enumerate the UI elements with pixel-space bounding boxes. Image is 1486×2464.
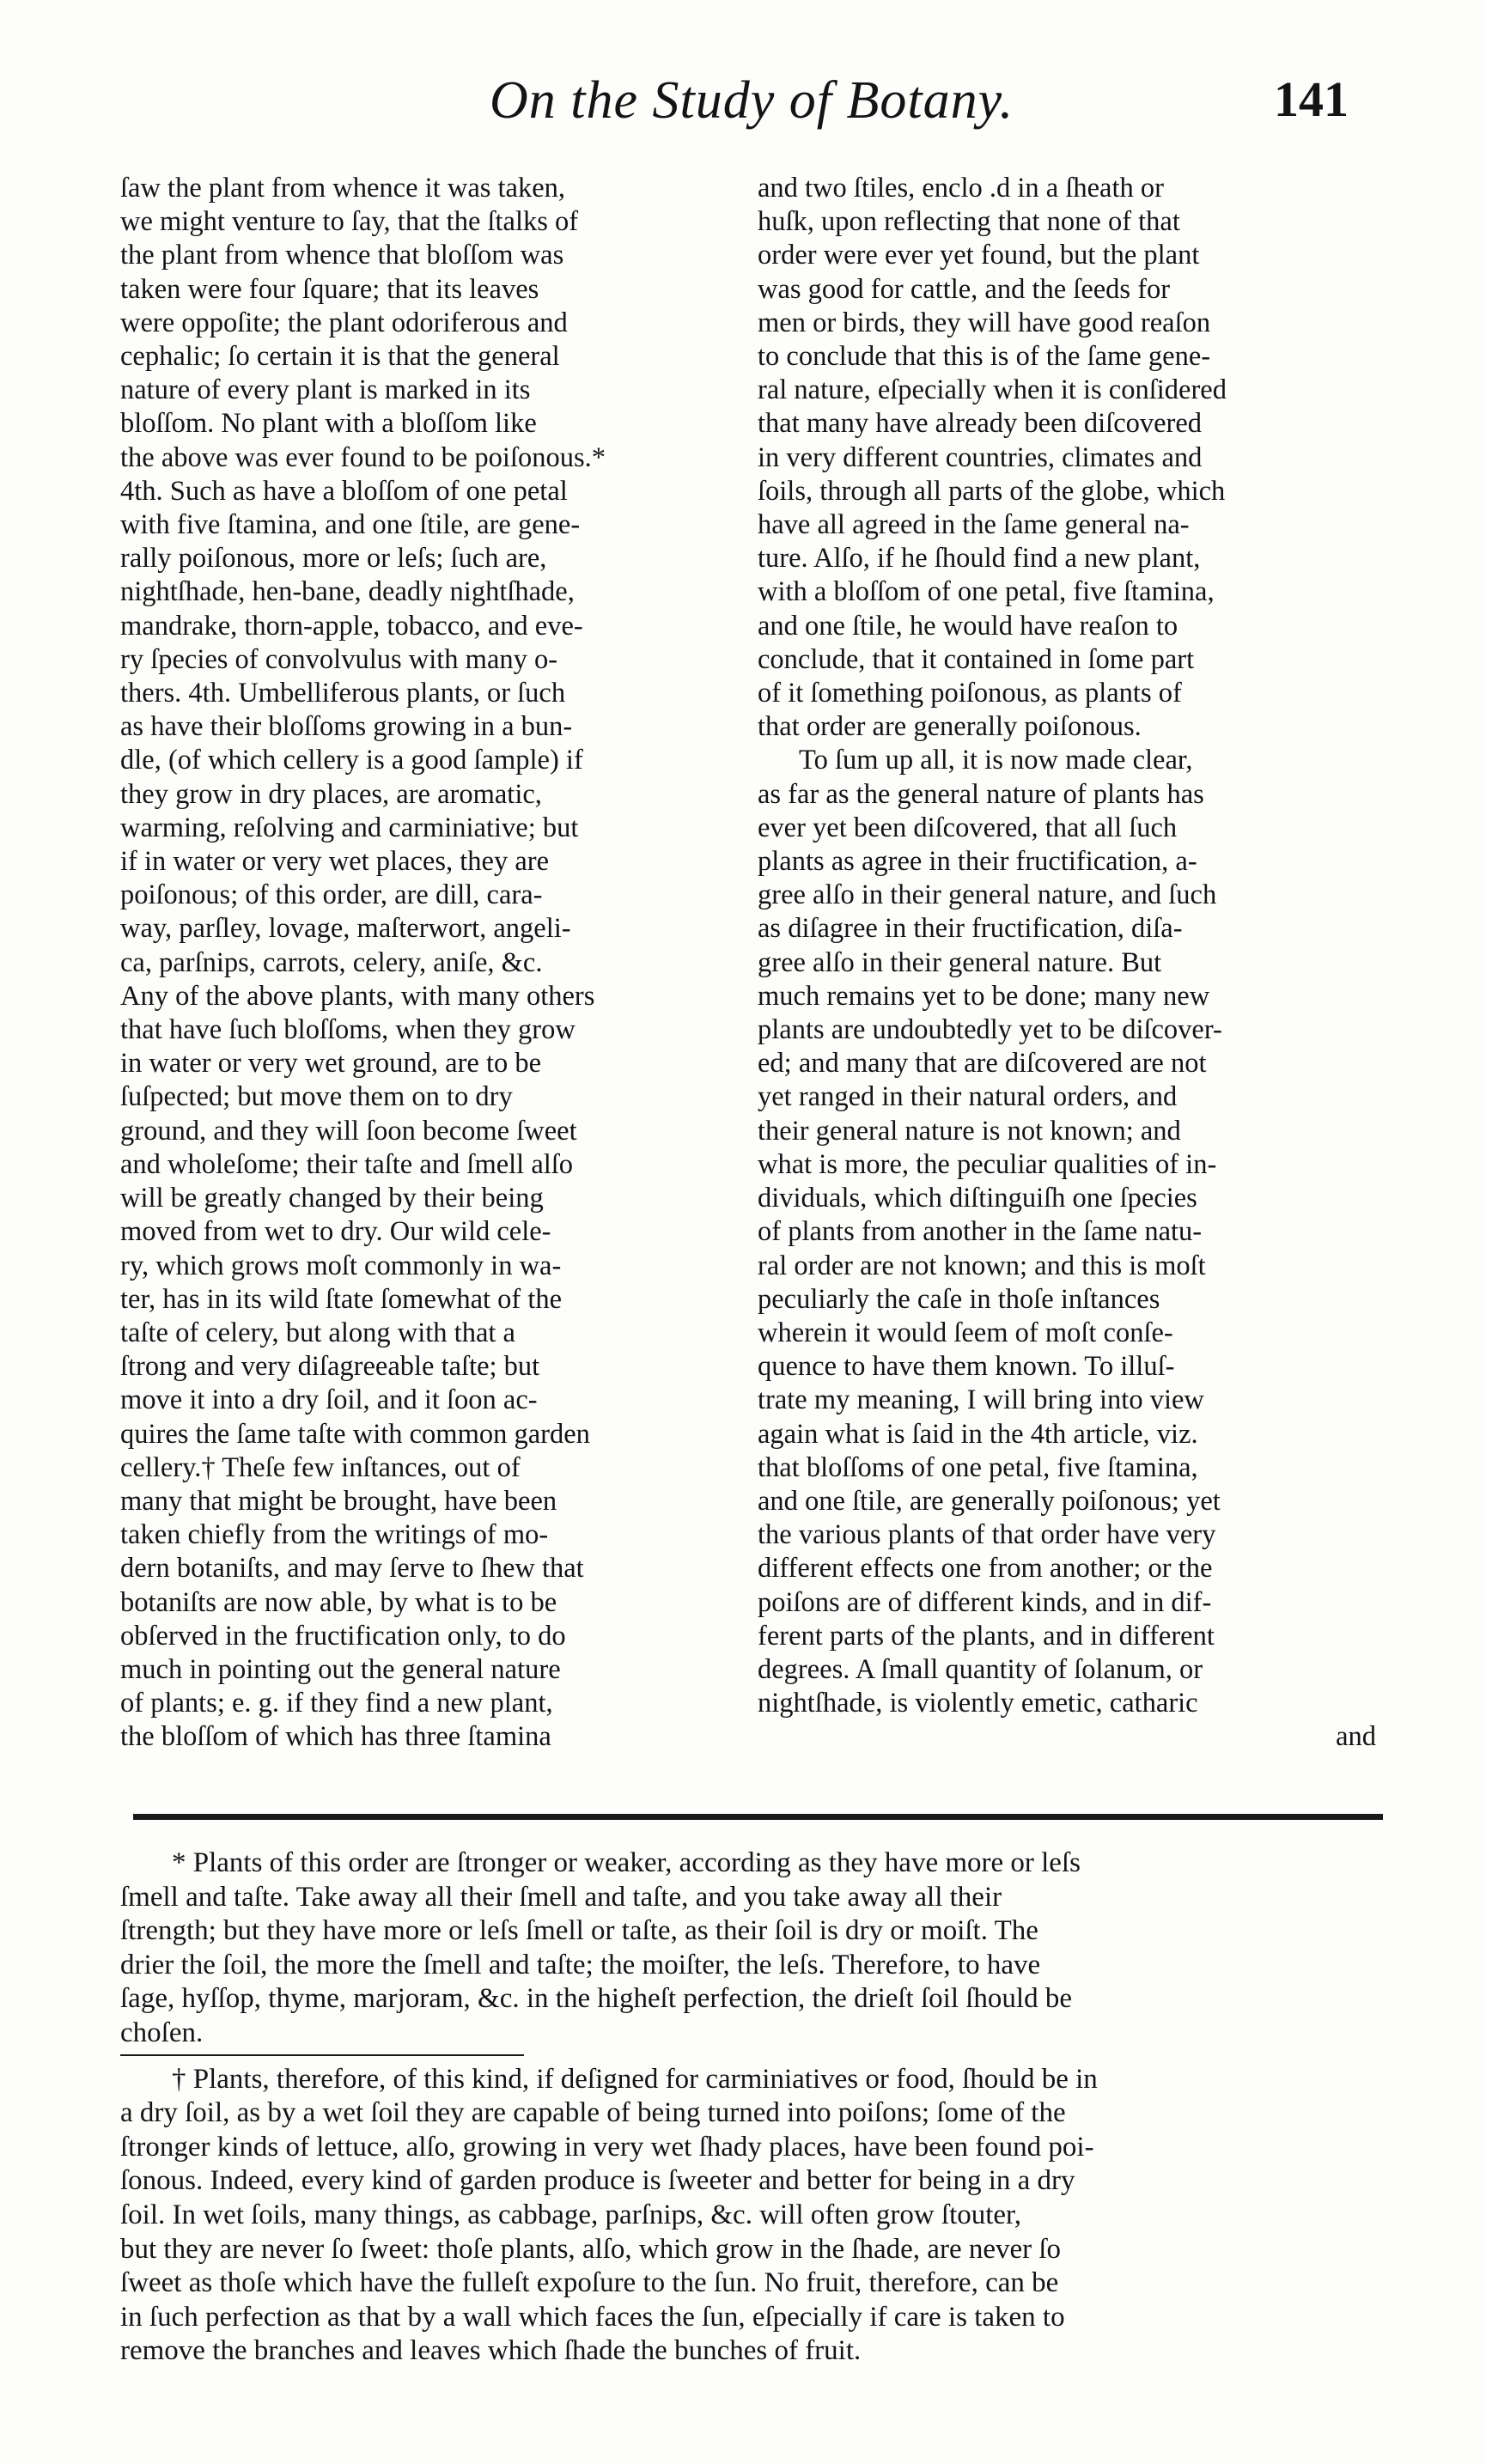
text-line: ter, has in its wild ſtate ſomewhat of the: [120, 1283, 563, 1315]
text-line: and one ſtile, he would have reaſon to: [758, 610, 1178, 642]
footnote: [120, 2063, 1392, 2369]
text-line: ry, which grows moſt commonly in wa-: [120, 1250, 562, 1281]
text-line: in water or very wet ground, are to be: [120, 1048, 542, 1080]
page-title: On the Study of Botany.: [490, 71, 1014, 130]
text-line: quires the ſame taſte with common garden: [120, 1418, 590, 1450]
text-line: will be greatly changed by their being: [120, 1183, 544, 1214]
text-line: mandrake, thorn-apple, tobacco, and eve-: [120, 610, 583, 642]
text-line: with a bloſſom of one petal, five ſtamina,: [758, 576, 1215, 608]
text-line: and one ſtile, are generally poiſonous; yet: [758, 1485, 1221, 1517]
text-line: ſoils, through all parts of the globe, which: [758, 475, 1226, 507]
text-line: many that might be brought, have been: [120, 1485, 557, 1517]
text-line: ſtrong and very diſagreeable taſte; but: [120, 1351, 540, 1383]
footnote-line: ſoil. In wet ſoils, many things, as cabbage, parſnips, &c. will often grow ſtouter,: [120, 2199, 1021, 2230]
text-line: Any of the above plants, with many others: [120, 980, 595, 1012]
text-line: with five ſtamina, and one ſtile, are gene-: [120, 509, 581, 541]
text-line: as far as the general nature of plants has: [758, 778, 1204, 810]
text-line: rally poiſonous, more or leſs; ſuch are,: [120, 543, 547, 575]
text-line: and two ſtiles, enclo .d in a ſheath or: [758, 173, 1164, 204]
text-line: their general nature is not known; and: [758, 1115, 1181, 1147]
footnote-line: a dry ſoil, as by a wet ſoil they are capable of being turned into poiſons; ſome of the: [120, 2097, 1066, 2129]
text-line: quence to have them known. To illuſ-: [758, 1351, 1175, 1383]
text-line: bloſſom. No plant with a bloſſom like: [120, 408, 537, 440]
text-line: ferent parts of the plants, and in different: [758, 1620, 1215, 1652]
text-line: of it ſomething poiſonous, as plants of: [758, 678, 1182, 709]
text-line: have all agreed in the ſame general na-: [758, 509, 1190, 541]
text-line: again what is ſaid in the 4th article, viz.: [758, 1418, 1198, 1450]
text-line: that bloſſoms of one petal, five ſtamina,: [758, 1451, 1198, 1483]
text-line: as diſagree in their fructification, diſa-: [758, 913, 1183, 945]
footnote-line: ſage, hyſſop, thyme, marjoram, &c. in the higheſt perfection, the drieſt ſoil ſhould be: [120, 1983, 1072, 2015]
text-line: way, parſley, lovage, maſterwort, angeli-: [120, 913, 571, 945]
text-line: was good for cattle, and the ſeeds for: [758, 273, 1171, 305]
text-line: taſte of celery, but along with that a: [120, 1317, 515, 1348]
text-line: what is more, the peculiar qualities of in-: [758, 1148, 1217, 1180]
footnotes: [120, 1846, 1392, 2369]
text-line: gree alſo in their general nature, and ſuch: [758, 879, 1217, 911]
text-line: ground, and they will ſoon become ſweet: [120, 1115, 577, 1147]
footnote-line: † Plants, therefore, of this kind, if deſigned for carminiatives or food, ſhould be in: [172, 2063, 1098, 2095]
text-line: men or birds, they will have good reaſon: [758, 307, 1211, 338]
text-line: much remains yet to be done; many new: [758, 980, 1210, 1012]
footnote-separator-rule: [133, 1814, 1383, 1820]
text-line: nature of every plant is marked in its: [120, 374, 531, 406]
text-line: order were ever yet found, but the plant: [758, 240, 1200, 271]
running-head: [120, 70, 1383, 148]
text-line: poiſonous; of this order, are dill, cara-: [120, 879, 543, 911]
text-line: different effects one from another; or the: [758, 1553, 1213, 1585]
text-line: taken chiefly from the writings of mo-: [120, 1519, 549, 1551]
text-line: ſuſpected; but move them on to dry: [120, 1081, 513, 1113]
text-line: cephalic; ſo certain it is that the general: [120, 341, 560, 373]
text-line: the plant from whence that bloſſom was: [120, 240, 564, 271]
text-line: ever yet been diſcovered, that all ſuch: [758, 812, 1178, 843]
text-line: ral order are not known; and this is moſt: [758, 1250, 1206, 1281]
text-line: ture. Alſo, if he ſhould find a new plant,: [758, 543, 1201, 575]
text-line: ſaw the plant from whence it was taken,: [120, 173, 566, 204]
text-line: the various plants of that order have very: [758, 1519, 1216, 1551]
text-line: the above was ever found to be poiſonous.*: [120, 441, 606, 473]
text-line: that order are generally poiſonous.: [758, 711, 1142, 743]
text-line: dividuals, which diſtinguiſh one ſpecies: [758, 1183, 1197, 1214]
text-line: 4th. Such as have a bloſſom of one petal: [120, 475, 568, 507]
text-line: taken were four ſquare; that its leaves: [120, 273, 539, 305]
text-line: trate my meaning, I will bring into view: [758, 1384, 1204, 1416]
text-line: degrees. A ſmall quantity of ſolanum, or: [758, 1653, 1203, 1685]
footnote-divider: [120, 2054, 524, 2056]
text-line: that have ſuch bloſſoms, when they grow: [120, 1014, 576, 1046]
text-line: they grow in dry places, are aromatic,: [120, 778, 542, 810]
text-line: nightſhade, hen-bane, deadly nightſhade,: [120, 576, 575, 608]
text-line: were oppoſite; the plant odoriferous and: [120, 307, 568, 338]
text-line: of plants from another in the ſame natu-: [758, 1216, 1203, 1248]
footnote-line: * Plants of this order are ſtronger or weaker, according as they have more or leſs: [172, 1847, 1081, 1878]
text-line: ca, parſnips, carrots, celery, aniſe, &c.: [120, 946, 543, 978]
text-line: and wholeſome; their taſte and ſmell alſo: [120, 1148, 574, 1180]
text-line: we might venture to ſay, that the ſtalks of: [120, 206, 579, 238]
text-line: poiſons are of different kinds, and in dif-: [758, 1586, 1212, 1618]
text-line: that many have already been diſcovered: [758, 408, 1203, 440]
footnote-line: in ſuch perfection as that by a wall which faces the ſun, eſpecially if care is taken to: [120, 2301, 1065, 2333]
text-line: plants are undoubtedly yet to be diſcover-: [758, 1014, 1222, 1046]
text-line: wherein it would ſeem of moſt conſe-: [758, 1317, 1173, 1348]
text-line: to conclude that this is of the ſame gene-: [758, 341, 1211, 373]
text-line: ed; and many that are diſcovered are not: [758, 1048, 1207, 1080]
text-line: conclude, that it contained in ſome part: [758, 643, 1195, 675]
footnote-line: ſonous. Indeed, every kind of garden produce is ſweeter and better for being in a dry: [120, 2165, 1075, 2197]
text-line: ral nature, eſpecially when it is conſidered: [758, 374, 1227, 406]
text-line: if in water or very wet places, they are: [120, 846, 550, 878]
left-text-column: [120, 172, 722, 1786]
text-line: much in pointing out the general nature: [120, 1653, 561, 1685]
text-line: and: [1336, 1721, 1376, 1753]
text-line: dle, (of which cellery is a good ſample) if: [120, 745, 583, 776]
footnote-line: ſweet as thoſe which have the fulleſt expoſure to the ſun. No fruit, therefore, can be: [120, 2267, 1059, 2299]
text-line: as have their bloſſoms growing in a bun-: [120, 711, 573, 743]
page-number: 141: [1274, 71, 1349, 127]
text-line: To ſum up all, it is now made clear,: [799, 745, 1193, 776]
text-line: dern botaniſts, and may ſerve to ſhew that: [120, 1553, 584, 1585]
text-line: yet ranged in their natural orders, and: [758, 1081, 1178, 1113]
text-line: move it into a dry ſoil, and it ſoon ac-: [120, 1384, 538, 1416]
text-line: nightſhade, is violently emetic, catharic: [758, 1688, 1198, 1719]
text-line: cellery.† Theſe few inſtances, out of: [120, 1451, 521, 1483]
text-line: ry ſpecies of convolvulus with many o-: [120, 643, 558, 675]
footnote-line: ſtronger kinds of lettuce, alſo, growing in very wet ſhady places, have been found poi-: [120, 2131, 1094, 2163]
text-line: moved from wet to dry. Our wild cele-: [120, 1216, 551, 1248]
footnote-line: remove the branches and leaves which ſhade the bunches of fruit.: [120, 2335, 862, 2367]
footnote-line: but they are never ſo ſweet: thoſe plants, alſo, which grow in the ſhade, are never ſo: [120, 2233, 1062, 2265]
footnote-line: ſtrength; but they have more or leſs ſmell or taſte, as their ſoil is dry or moiſt. The: [120, 1915, 1038, 1947]
text-line: thers. 4th. Umbelliferous plants, or ſuch: [120, 678, 566, 709]
text-line: huſk, upon reflecting that none of that: [758, 206, 1180, 238]
footnote: [120, 1846, 1392, 2051]
text-line: in very different countries, climates and: [758, 441, 1203, 473]
text-line: botaniſts are now able, by what is to be: [120, 1586, 557, 1618]
text-line: warming, reſolving and carminiative; but: [120, 812, 579, 843]
footnote-line: drier the ſoil, the more the ſmell and taſte; the moiſter, the leſs. Therefore, to have: [120, 1949, 1041, 1980]
text-line: the bloſſom of which has three ſtamina: [120, 1721, 551, 1753]
text-line: peculiarly the caſe in thoſe inſtances: [758, 1283, 1160, 1315]
text-line: plants as agree in their fructification, a-: [758, 846, 1197, 878]
right-text-column: [758, 172, 1376, 1786]
text-line: of plants; e. g. if they find a new plant,: [120, 1688, 553, 1719]
footnote-line: ſmell and taſte. Take away all their ſmell and taſte, and you take away all their: [120, 1881, 1002, 1913]
text-line: gree alſo in their general nature. But: [758, 946, 1162, 978]
text-line: obſerved in the fructification only, to do: [120, 1620, 566, 1652]
footnote-line: choſen.: [120, 2017, 204, 2048]
